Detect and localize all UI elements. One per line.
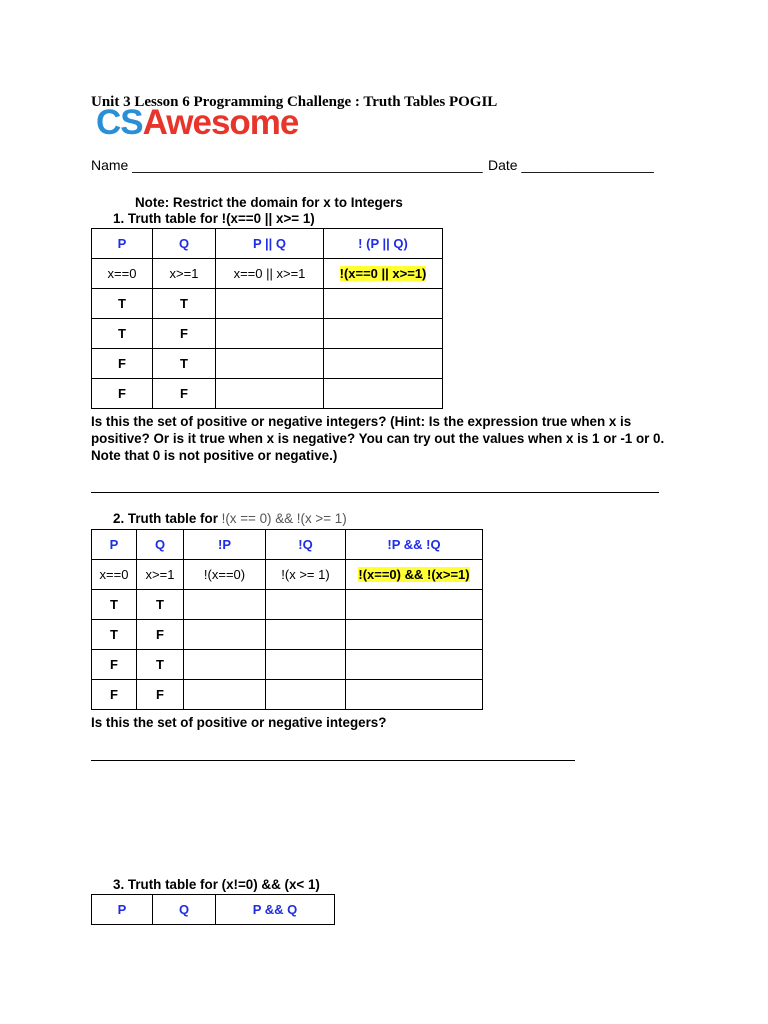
table-row bbox=[92, 650, 483, 680]
table-cell: F bbox=[92, 680, 137, 710]
header-cell: !Q bbox=[266, 530, 346, 560]
header-cell: P bbox=[92, 530, 137, 560]
table-cell: x==0 || x>=1 bbox=[216, 259, 324, 289]
header-cell: !P bbox=[184, 530, 266, 560]
header-cell: P bbox=[92, 229, 153, 259]
page-title: Unit 3 Lesson 6 Programming Challenge : Truth Tables POGIL bbox=[91, 94, 498, 110]
q2-answer-line[interactable] bbox=[91, 760, 575, 761]
table-cell: F bbox=[137, 680, 184, 710]
table-cell: T bbox=[153, 289, 216, 319]
answer-cell[interactable] bbox=[346, 650, 483, 680]
header-cell: ! (P || Q) bbox=[324, 229, 443, 259]
table-row bbox=[92, 349, 443, 379]
answer-cell[interactable] bbox=[216, 379, 324, 409]
table-cell: F bbox=[137, 620, 184, 650]
q1-question: Is this the set of positive or negative integers? (Hint: Is the expression true when x is positive? Or is it true when x is negative? You can try out the values when x is 1 or -1 or 0. Note that 0 is not positive or negative.) bbox=[91, 414, 665, 463]
table-cell bbox=[324, 259, 443, 289]
table-row bbox=[92, 680, 483, 710]
table-cell: T bbox=[153, 349, 216, 379]
header-cell: P || Q bbox=[216, 229, 324, 259]
table-cell: !(x==0) bbox=[184, 560, 266, 590]
expression-row bbox=[92, 259, 443, 289]
header-cell: P bbox=[92, 895, 153, 925]
answer-cell[interactable] bbox=[266, 590, 346, 620]
table-cell: F bbox=[153, 379, 216, 409]
q1-heading: 1. Truth table for !(x==0 || x>= 1) bbox=[113, 211, 315, 226]
table-cell: T bbox=[92, 289, 153, 319]
table-row bbox=[92, 379, 443, 409]
table-cell: T bbox=[137, 590, 184, 620]
answer-cell[interactable] bbox=[216, 349, 324, 379]
logo-cs-text: CS bbox=[96, 103, 143, 142]
table-row bbox=[92, 590, 483, 620]
highlighted-expression: !(x==0 || x>=1) bbox=[339, 266, 427, 281]
table-row bbox=[92, 319, 443, 349]
answer-cell[interactable] bbox=[346, 590, 483, 620]
table-cell: x==0 bbox=[92, 259, 153, 289]
answer-cell[interactable] bbox=[266, 620, 346, 650]
table-cell: T bbox=[92, 590, 137, 620]
logo-awesome-text: Awesome bbox=[142, 103, 299, 142]
name-row bbox=[91, 157, 483, 173]
answer-cell[interactable] bbox=[184, 680, 266, 710]
answer-cell[interactable] bbox=[346, 680, 483, 710]
header-cell: !P && !Q bbox=[346, 530, 483, 560]
answer-cell[interactable] bbox=[184, 590, 266, 620]
expression-row bbox=[92, 560, 483, 590]
answer-cell[interactable] bbox=[346, 620, 483, 650]
table-cell: T bbox=[137, 650, 184, 680]
table-row bbox=[92, 620, 483, 650]
q1-answer-line[interactable] bbox=[91, 492, 659, 493]
table-header-row bbox=[92, 530, 483, 560]
header-cell: Q bbox=[137, 530, 184, 560]
table-cell: F bbox=[92, 349, 153, 379]
header-cell: P && Q bbox=[216, 895, 335, 925]
table-cell: T bbox=[92, 319, 153, 349]
table-cell: F bbox=[153, 319, 216, 349]
q2-heading bbox=[113, 511, 347, 526]
q2-question: Is this the set of positive or negative integers? bbox=[91, 715, 387, 730]
answer-cell[interactable] bbox=[216, 289, 324, 319]
highlighted-expression: !(x==0) && !(x>=1) bbox=[358, 567, 470, 582]
answer-cell[interactable] bbox=[266, 650, 346, 680]
table-cell: x>=1 bbox=[153, 259, 216, 289]
answer-cell[interactable] bbox=[266, 680, 346, 710]
name-label: Name bbox=[91, 157, 129, 173]
date-row bbox=[488, 157, 654, 173]
domain-note: Note: Restrict the domain for x to Integers bbox=[135, 195, 403, 210]
header-cell: Q bbox=[153, 229, 216, 259]
q3-truth-table bbox=[91, 894, 335, 925]
table-cell: F bbox=[92, 379, 153, 409]
answer-cell[interactable] bbox=[324, 379, 443, 409]
table-header-row bbox=[92, 229, 443, 259]
answer-cell[interactable] bbox=[184, 620, 266, 650]
q2-truth-table bbox=[91, 529, 483, 710]
q2-heading-expression: !(x == 0) && !(x >= 1) bbox=[221, 511, 347, 526]
date-label: Date bbox=[488, 157, 518, 173]
q1-truth-table bbox=[91, 228, 443, 409]
answer-cell[interactable] bbox=[324, 289, 443, 319]
table-cell: x>=1 bbox=[137, 560, 184, 590]
table-cell: x==0 bbox=[92, 560, 137, 590]
header-cell: Q bbox=[153, 895, 216, 925]
q3-heading: 3. Truth table for (x!=0) && (x< 1) bbox=[113, 877, 320, 892]
table-header-row bbox=[92, 895, 335, 925]
table-row bbox=[92, 289, 443, 319]
table-cell: T bbox=[92, 620, 137, 650]
name-blank[interactable]: _____________________________________________ bbox=[132, 157, 483, 173]
answer-cell[interactable] bbox=[324, 349, 443, 379]
answer-cell[interactable] bbox=[324, 319, 443, 349]
answer-cell[interactable] bbox=[216, 319, 324, 349]
answer-cell[interactable] bbox=[184, 650, 266, 680]
table-cell: !(x >= 1) bbox=[266, 560, 346, 590]
date-blank[interactable]: _________________ bbox=[521, 157, 654, 173]
table-cell: F bbox=[92, 650, 137, 680]
table-cell bbox=[346, 560, 483, 590]
csawesome-logo bbox=[96, 103, 298, 143]
q2-heading-prefix: 2. Truth table for bbox=[113, 511, 222, 526]
